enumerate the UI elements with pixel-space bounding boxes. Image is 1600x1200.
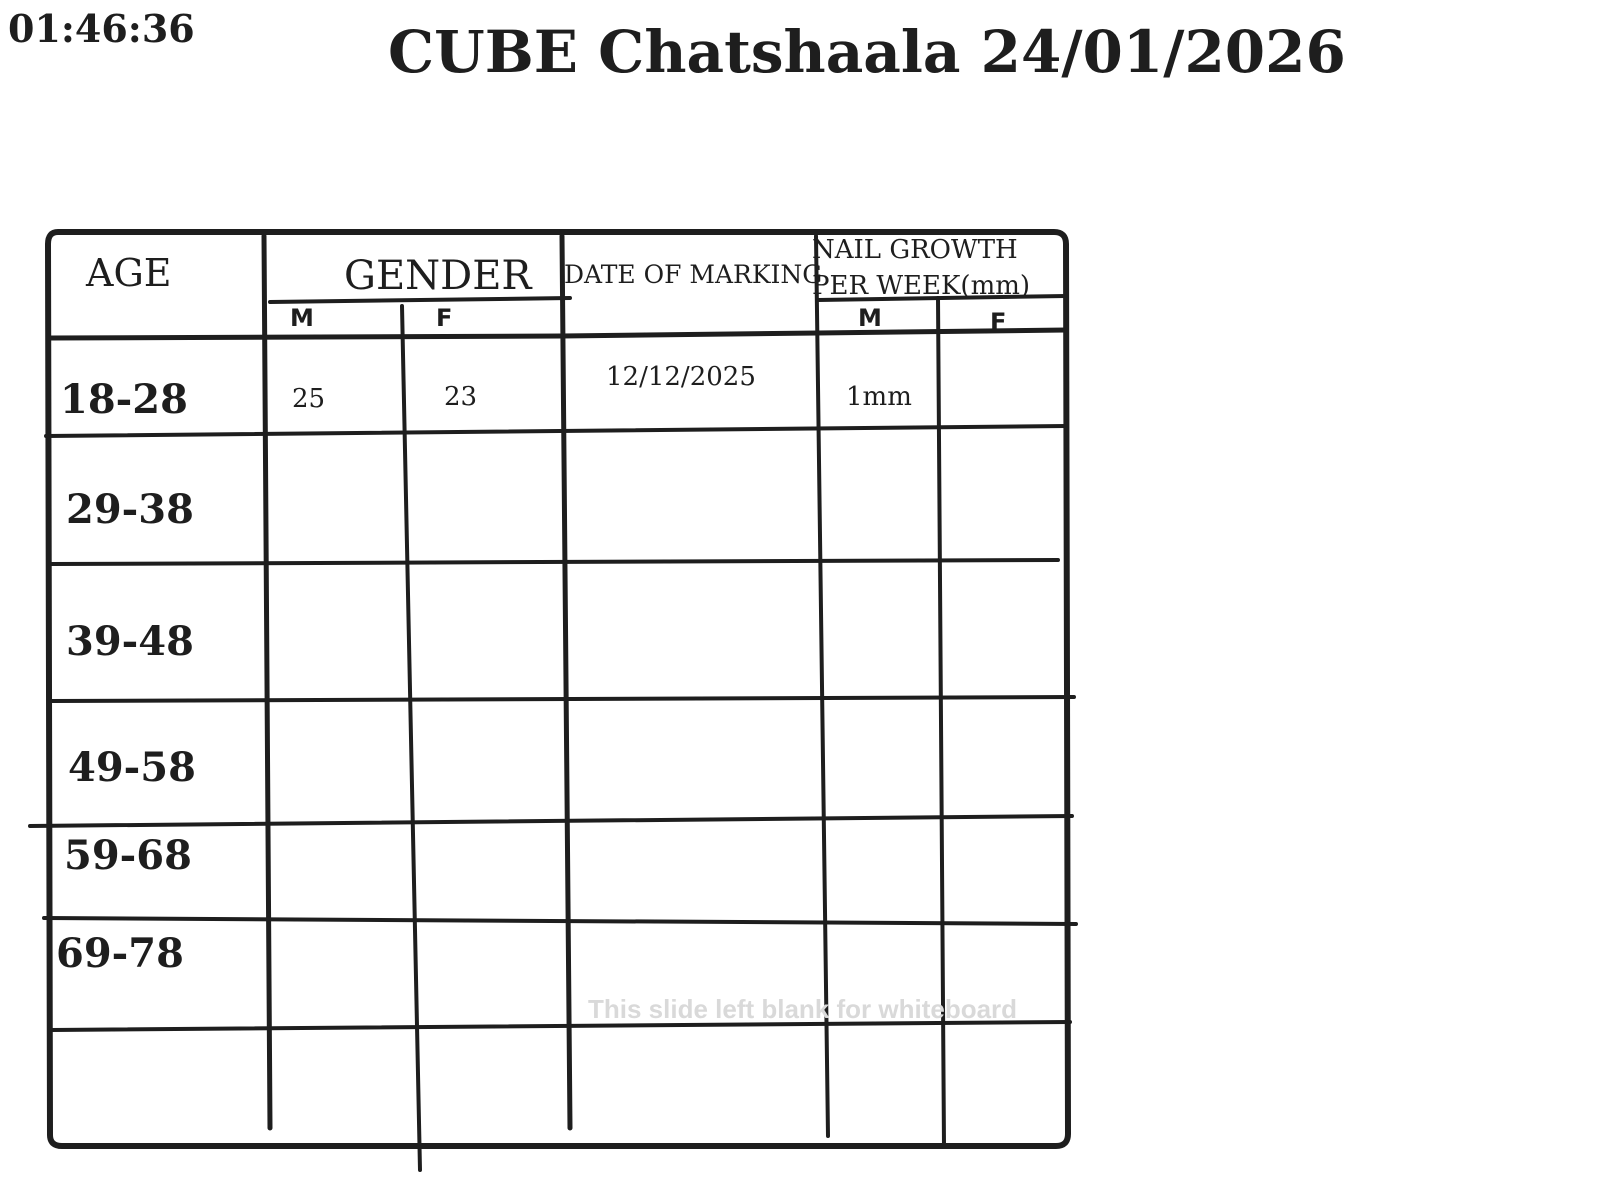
age-cell-row-2: 29-38 <box>66 486 194 533</box>
col-line-gender-date <box>562 236 570 1128</box>
row-line-2 <box>52 560 1058 564</box>
header-nail-growth-line2: PER WEEK(mm) <box>812 271 1031 301</box>
session-timer: 01:46:36 <box>8 6 195 51</box>
row-1-date-value: 12/12/2025 <box>606 362 756 392</box>
header-divider-line <box>50 330 1066 338</box>
header-date-of-marking: DATE OF MARKING <box>564 260 823 289</box>
header-nail-m: M <box>858 304 882 332</box>
header-nail-growth-line1: NAIL GROWTH <box>812 235 1018 265</box>
header-gender-m: M <box>290 304 314 332</box>
slide-title: CUBE Chatshaala 24/01/2026 <box>388 18 1346 86</box>
row-1-nail-m-value: 1mm <box>846 382 912 412</box>
row-line-1 <box>46 426 1066 436</box>
row-1-gender-m-value: 25 <box>292 384 326 414</box>
age-cell-row-1: 18-28 <box>60 376 188 423</box>
row-line-5 <box>44 918 1076 924</box>
age-cell-row-5: 59-68 <box>64 832 192 879</box>
age-cell-row-4: 49-58 <box>68 744 196 791</box>
header-gender-f: F <box>436 304 453 332</box>
row-line-3 <box>52 697 1074 701</box>
row-1-gender-f-value: 23 <box>444 382 478 412</box>
row-line-4 <box>30 816 1072 826</box>
header-gender: GENDER <box>344 253 532 299</box>
age-cell-row-6: 69-78 <box>56 930 184 977</box>
header-nail-f: F <box>990 308 1007 336</box>
age-cell-row-3: 39-48 <box>66 618 194 665</box>
col-line-gender-m-f <box>402 306 420 1170</box>
col-line-age-gender <box>264 236 270 1128</box>
whiteboard-watermark: This slide left blank for whiteboard <box>588 994 1018 1024</box>
header-age: AGE <box>86 251 172 295</box>
